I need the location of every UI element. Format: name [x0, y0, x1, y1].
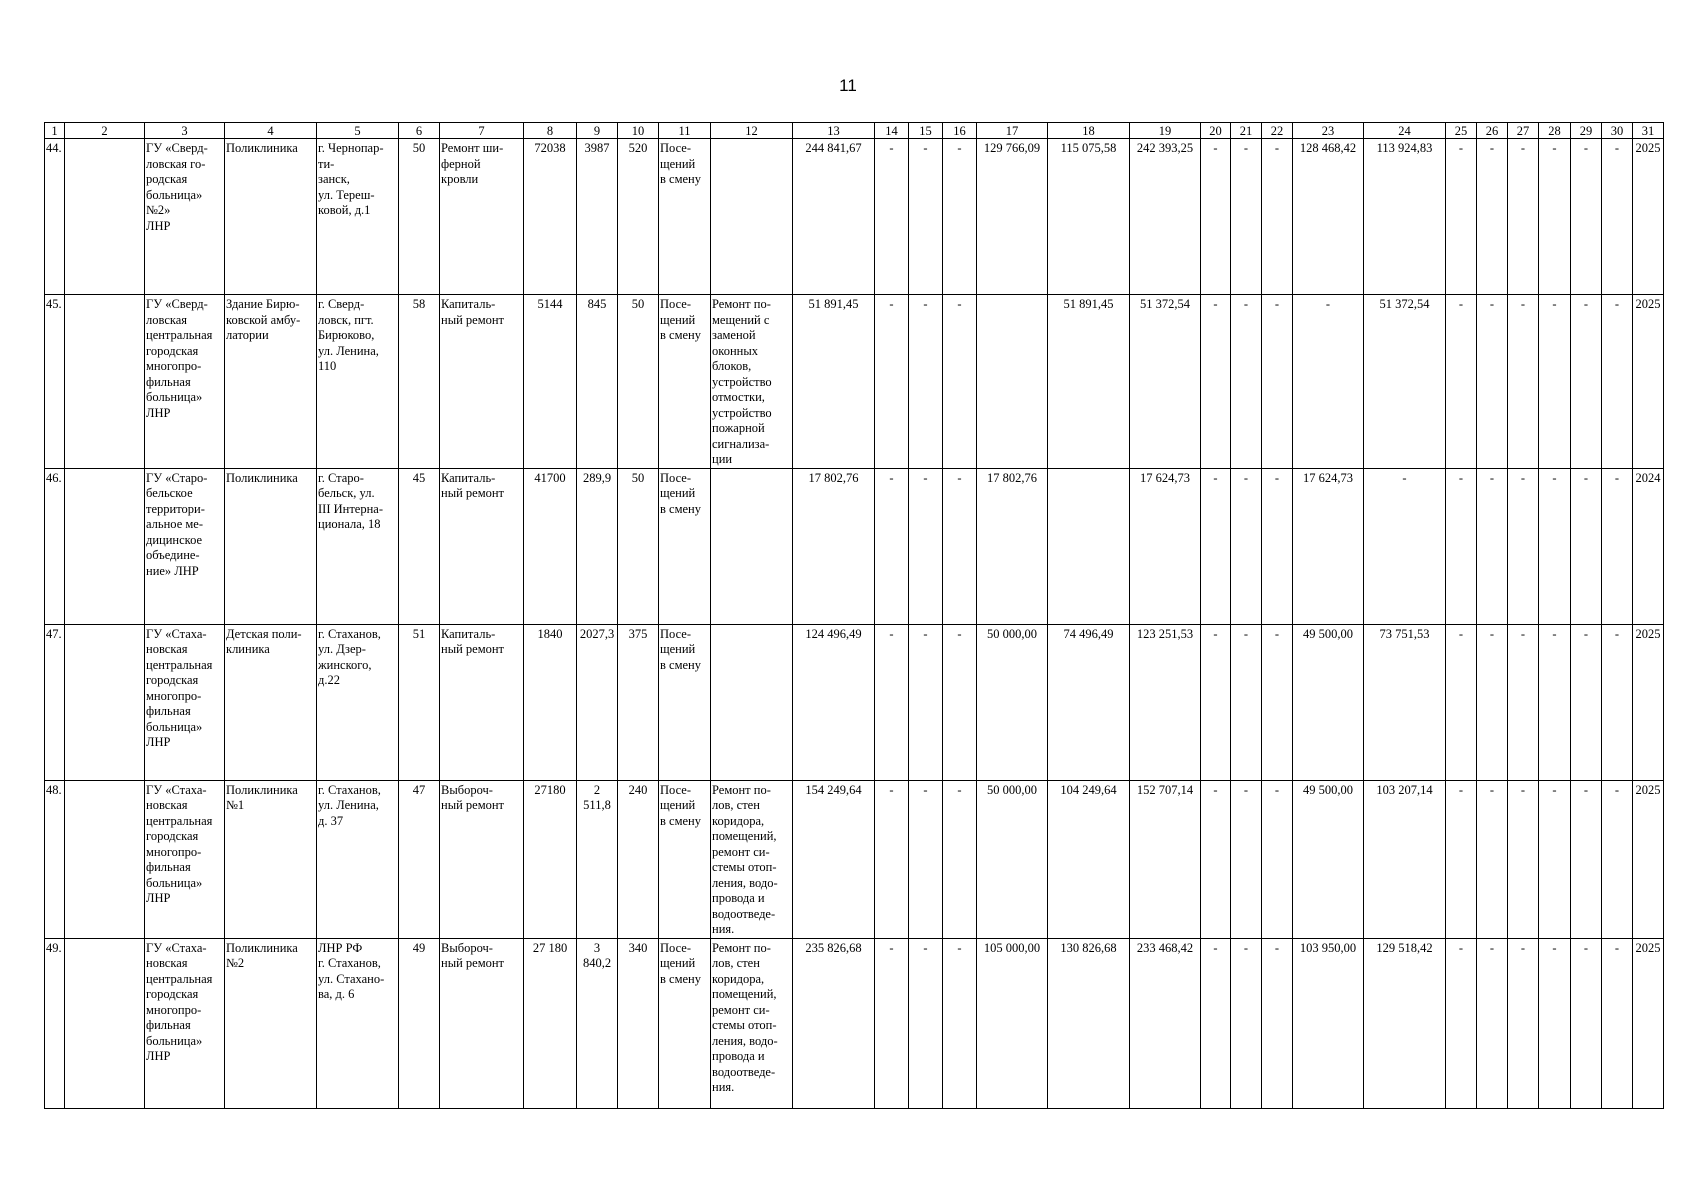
column-header: 14 [875, 123, 909, 139]
table-cell: 104 249,64 [1048, 780, 1130, 938]
table-cell: 2025 [1633, 938, 1664, 1108]
table-cell: 73 751,53 [1364, 624, 1446, 780]
table-cell: - [1201, 624, 1231, 780]
table-cell: - [909, 780, 943, 938]
table-cell: 2024 [1633, 468, 1664, 624]
table-cell: 520 [618, 139, 659, 295]
table-cell: 123 251,53 [1130, 624, 1201, 780]
table-cell: 2025 [1633, 624, 1664, 780]
table-cell: - [875, 468, 909, 624]
table-cell: 49 500,00 [1293, 624, 1364, 780]
table-cell: - [1477, 624, 1508, 780]
table-cell: - [1446, 468, 1477, 624]
table-cell: - [1262, 938, 1293, 1108]
table-cell: - [1539, 624, 1571, 780]
table-cell: - [909, 938, 943, 1108]
table-cell: 17 802,76 [793, 468, 875, 624]
table-cell [977, 295, 1048, 469]
table-cell: Выбороч- ный ремонт [440, 938, 524, 1108]
column-header: 9 [577, 123, 618, 139]
table-cell: 58 [399, 295, 440, 469]
column-header: 19 [1130, 123, 1201, 139]
table-cell: 49 500,00 [1293, 780, 1364, 938]
table-row [45, 624, 1664, 780]
column-header: 3 [145, 123, 225, 139]
table-cell: г. Стаханов, ул. Ленина, д. 37 [317, 780, 399, 938]
column-header: 12 [711, 123, 793, 139]
table-cell: Посе- щений в смену [659, 139, 711, 295]
table-cell: 51 372,54 [1130, 295, 1201, 469]
table-cell: 115 075,58 [1048, 139, 1130, 295]
table-cell: 244 841,67 [793, 139, 875, 295]
table-cell: 128 468,42 [1293, 139, 1364, 295]
table-cell: 240 [618, 780, 659, 938]
table-cell: г. Сверд- ловск, пгт. Бирюково, ул. Ленина, 110 [317, 295, 399, 469]
table-cell: - [1508, 938, 1539, 1108]
table-cell: 289,9 [577, 468, 618, 624]
table-cell: - [1477, 938, 1508, 1108]
table-cell: Ремонт по- лов, стен коридора, помещений, ремонт си- стемы отоп- ления, водо- провода и водоотведе- ния. [711, 938, 793, 1108]
table-row [45, 139, 1664, 295]
column-header: 16 [943, 123, 977, 139]
table-cell: - [1571, 780, 1602, 938]
table-cell: 27180 [524, 780, 577, 938]
table-cell: 44. [45, 139, 65, 295]
table-cell: 375 [618, 624, 659, 780]
table-cell: 46. [45, 468, 65, 624]
table-cell: 103 207,14 [1364, 780, 1446, 938]
table-cell: 50 000,00 [977, 780, 1048, 938]
table-cell: 105 000,00 [977, 938, 1048, 1108]
table-cell: 48. [45, 780, 65, 938]
table-cell: - [1231, 295, 1262, 469]
column-header: 11 [659, 123, 711, 139]
table-cell: - [943, 468, 977, 624]
table-cell: 50 [618, 295, 659, 469]
table-cell: 50 [618, 468, 659, 624]
table-cell: - [1602, 139, 1633, 295]
table-cell: - [909, 295, 943, 469]
table-cell: - [943, 295, 977, 469]
table-cell: - [943, 938, 977, 1108]
table-cell: Капиталь- ный ремонт [440, 624, 524, 780]
table-cell: - [1571, 295, 1602, 469]
table-cell: Посе- щений в смену [659, 780, 711, 938]
table-cell: 103 950,00 [1293, 938, 1364, 1108]
column-header: 26 [1477, 123, 1508, 139]
table-cell: 129 518,42 [1364, 938, 1446, 1108]
table-cell: - [1508, 624, 1539, 780]
table-cell: Ремонт по- лов, стен коридора, помещений, ремонт си- стемы отоп- ления, водо- провода и водоотведе- ния. [711, 780, 793, 938]
page-number: 11 [839, 76, 857, 95]
table-cell: г. Чернопар- ти- занск, ул. Тереш- ковой, д.1 [317, 139, 399, 295]
table-cell: Капиталь- ный ремонт [440, 295, 524, 469]
table-cell: - [909, 139, 943, 295]
table-cell: - [1602, 938, 1633, 1108]
table-cell: Ремонт ши- ферной кровли [440, 139, 524, 295]
table-cell: Поликлиника №2 [225, 938, 317, 1108]
table-cell: 340 [618, 938, 659, 1108]
table-cell: ГУ «Старо- бельское территори- альное ме- дицинское объедине- ние» ЛНР [145, 468, 225, 624]
table-cell: - [1446, 780, 1477, 938]
column-header: 5 [317, 123, 399, 139]
table-cell: 41700 [524, 468, 577, 624]
table-cell: Выбороч- ный ремонт [440, 780, 524, 938]
table-cell: 27 180 [524, 938, 577, 1108]
table-row [45, 938, 1664, 1108]
table-cell: 50 000,00 [977, 624, 1048, 780]
table-cell: - [1477, 139, 1508, 295]
table-cell: 242 393,25 [1130, 139, 1201, 295]
table-cell: - [943, 624, 977, 780]
table-row [45, 295, 1664, 469]
column-header: 10 [618, 123, 659, 139]
table-cell: - [1508, 468, 1539, 624]
table-cell: - [875, 139, 909, 295]
table-cell: ГУ «Стаха- новская центральная городская многопро- фильная больница» ЛНР [145, 938, 225, 1108]
table-cell: 74 496,49 [1048, 624, 1130, 780]
table-cell: 49 [399, 938, 440, 1108]
table-cell: - [1201, 468, 1231, 624]
table-cell: 2025 [1633, 295, 1664, 469]
table-cell: - [1477, 468, 1508, 624]
table-cell: - [943, 780, 977, 938]
table-cell: - [1446, 295, 1477, 469]
table-cell: ЛНР РФ г. Стаханов, ул. Стахано- ва, д. 6 [317, 938, 399, 1108]
table-cell: - [1571, 468, 1602, 624]
table-cell: Поликлиника [225, 468, 317, 624]
table-cell [711, 468, 793, 624]
column-header: 29 [1571, 123, 1602, 139]
table-cell: ГУ «Сверд- ловская центральная городская многопро- фильная больница» ЛНР [145, 295, 225, 469]
table-cell: 1840 [524, 624, 577, 780]
table-row [45, 780, 1664, 938]
table-cell: 2027,3 [577, 624, 618, 780]
table-cell: Посе- щений в смену [659, 624, 711, 780]
table-cell: - [1539, 468, 1571, 624]
table-cell: 51 372,54 [1364, 295, 1446, 469]
table-cell: Посе- щений в смену [659, 295, 711, 469]
table-cell: 51 [399, 624, 440, 780]
column-header: 15 [909, 123, 943, 139]
table-cell [65, 139, 145, 295]
table-cell: - [1571, 938, 1602, 1108]
table-cell: - [1571, 624, 1602, 780]
table-cell: Посе- щений в смену [659, 468, 711, 624]
table-cell: 47. [45, 624, 65, 780]
table-cell: - [943, 139, 977, 295]
table-cell: - [1508, 780, 1539, 938]
table-cell: 49. [45, 938, 65, 1108]
table-cell: - [1231, 624, 1262, 780]
table-cell: ГУ «Сверд- ловская го- родская больница» №2» ЛНР [145, 139, 225, 295]
table-cell: 17 624,73 [1130, 468, 1201, 624]
table-cell: 129 766,09 [977, 139, 1048, 295]
column-header: 21 [1231, 123, 1262, 139]
table-cell: 45. [45, 295, 65, 469]
table-cell [711, 139, 793, 295]
table-cell: 2 511,8 [577, 780, 618, 938]
table-cell: ГУ «Стаха- новская центральная городская многопро- фильная больница» ЛНР [145, 780, 225, 938]
table-cell: - [1539, 139, 1571, 295]
table-cell: - [1571, 139, 1602, 295]
table-cell: - [875, 780, 909, 938]
table-cell: Детская поли- клиника [225, 624, 317, 780]
table-cell: - [1539, 938, 1571, 1108]
table-cell: - [909, 624, 943, 780]
table-cell: Капиталь- ный ремонт [440, 468, 524, 624]
table-cell: - [1446, 938, 1477, 1108]
table-row [45, 468, 1664, 624]
column-header: 22 [1262, 123, 1293, 139]
table-cell: 124 496,49 [793, 624, 875, 780]
table-cell: г. Стаханов, ул. Дзер- жинского, д.22 [317, 624, 399, 780]
table-cell: - [1262, 780, 1293, 938]
table-cell [65, 938, 145, 1108]
table-cell: 3 840,2 [577, 938, 618, 1108]
table-cell: - [1602, 624, 1633, 780]
column-header: 4 [225, 123, 317, 139]
table-cell: 5144 [524, 295, 577, 469]
table-cell: - [1231, 139, 1262, 295]
table-cell: - [1201, 139, 1231, 295]
header-row [45, 123, 1664, 139]
table-cell: - [1446, 139, 1477, 295]
column-header: 23 [1293, 123, 1364, 139]
table-cell: 233 468,42 [1130, 938, 1201, 1108]
table-cell [65, 295, 145, 469]
column-header: 30 [1602, 123, 1633, 139]
table-cell: - [875, 295, 909, 469]
table-cell: 17 624,73 [1293, 468, 1364, 624]
table-cell [711, 624, 793, 780]
table-cell: 235 826,68 [793, 938, 875, 1108]
table-cell: 45 [399, 468, 440, 624]
table-cell: - [1262, 295, 1293, 469]
table-cell: 50 [399, 139, 440, 295]
table-cell: - [1602, 468, 1633, 624]
column-header: 13 [793, 123, 875, 139]
table-cell: - [909, 468, 943, 624]
table-cell: Посе- щений в смену [659, 938, 711, 1108]
table-cell: Поликлиника №1 [225, 780, 317, 938]
table-cell: - [1262, 624, 1293, 780]
table-cell: 152 707,14 [1130, 780, 1201, 938]
column-header: 18 [1048, 123, 1130, 139]
table-cell: - [1477, 295, 1508, 469]
column-header: 1 [45, 123, 65, 139]
table-cell: Ремонт по- мещений с заменой оконных блоков, устройство отмостки, устройство пожарной сигнализа- ции [711, 295, 793, 469]
column-header: 8 [524, 123, 577, 139]
table-cell: 2025 [1633, 780, 1664, 938]
table-cell: - [1539, 295, 1571, 469]
column-header: 7 [440, 123, 524, 139]
table-cell: 47 [399, 780, 440, 938]
table-cell: - [1201, 295, 1231, 469]
table-cell: - [1201, 780, 1231, 938]
table-cell: - [1602, 295, 1633, 469]
table-cell: ГУ «Стаха- новская центральная городская многопро- фильная больница» ЛНР [145, 624, 225, 780]
table-cell: - [875, 938, 909, 1108]
table-cell: - [1293, 295, 1364, 469]
column-header: 31 [1633, 123, 1664, 139]
table-cell: - [1231, 938, 1262, 1108]
column-header: 28 [1539, 123, 1571, 139]
table-cell [65, 780, 145, 938]
table-cell: - [1201, 938, 1231, 1108]
column-header: 27 [1508, 123, 1539, 139]
table-cell: - [1508, 139, 1539, 295]
table-cell: - [1262, 139, 1293, 295]
data-table [44, 122, 1664, 1109]
table-cell: - [1231, 468, 1262, 624]
table-cell: - [1508, 295, 1539, 469]
table-cell: - [1539, 780, 1571, 938]
table-cell: - [1477, 780, 1508, 938]
table-cell [65, 468, 145, 624]
table-cell: 17 802,76 [977, 468, 1048, 624]
table-cell: - [1262, 468, 1293, 624]
table-cell: - [1446, 624, 1477, 780]
table-cell: - [875, 624, 909, 780]
table-cell: 130 826,68 [1048, 938, 1130, 1108]
table-cell: 154 249,64 [793, 780, 875, 938]
table-cell: 113 924,83 [1364, 139, 1446, 295]
table-cell [65, 624, 145, 780]
table-cell: 51 891,45 [1048, 295, 1130, 469]
table-cell: - [1364, 468, 1446, 624]
table-cell: 51 891,45 [793, 295, 875, 469]
table-cell: г. Старо- бельск, ул. III Интерна- ционала, 18 [317, 468, 399, 624]
column-header: 6 [399, 123, 440, 139]
table-cell: 72038 [524, 139, 577, 295]
table-cell: - [1602, 780, 1633, 938]
column-header: 24 [1364, 123, 1446, 139]
table-cell: 3987 [577, 139, 618, 295]
table-cell [1048, 468, 1130, 624]
table-cell: 845 [577, 295, 618, 469]
table-cell: Здание Бирю- ковской амбу- латории [225, 295, 317, 469]
column-header: 2 [65, 123, 145, 139]
column-header: 17 [977, 123, 1048, 139]
table-cell: - [1231, 780, 1262, 938]
column-header: 20 [1201, 123, 1231, 139]
table-cell: 2025 [1633, 139, 1664, 295]
table-cell: Поликлиника [225, 139, 317, 295]
column-header: 25 [1446, 123, 1477, 139]
